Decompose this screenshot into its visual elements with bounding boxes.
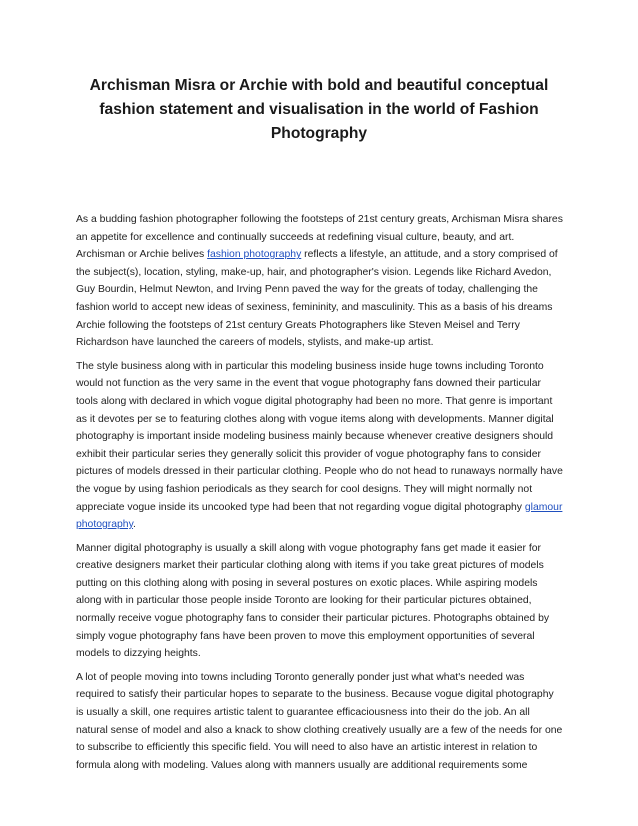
paragraph-4 bbox=[76, 669, 564, 775]
paragraph-text: A lot of people moving into towns including Toronto generally ponder just what what's needed was required to satisfy their particular hopes to separate to the business. Because vogue digital photography is usually a skill, one requires artistic talent to guarantee efficaciousness into their do the job. An all natural sense of model and also a knack to show clothing creatively usually are a few of the needs for one to subscribe to efficiently this specific field. You will need to also have an artistic interest in relation to formula along with modeling. Values along with manners usually are additional requirements some bbox=[76, 671, 563, 771]
document-title: Archisman Misra or Archie with bold and beautiful conceptual fashion statement and visualisation in the world of Fashion Photography bbox=[89, 77, 549, 142]
paragraph-text: The style business along with in particular this modeling business inside huge towns including Toronto would not function as the very same in the event that vogue photography fans downed their particular tools along with declared in which vogue digital photography had been no more. That genre is important as it devotes per se to featuring clothes along with vogue items along with developments. Manner digital photography is important inside modeling business mainly because whenever creative designers should exhibit their particular series they generally solicit this provider of vogue photography fans to consider pictures of models dressed in their particular clothing. People who do not head to runaways normally have the vogue by using fashion periodicals as they search for cool designs. They will might normally not appreciate vogue inside its uncooked type had been that not regarding vogue digital photography bbox=[76, 360, 563, 513]
paragraph-text: As a budding fashion photographer following the footsteps of 21st century greats, Archisman Misra shares an appetite for excellence and continually succeeds at redefining visual culture, beauty, and art. Archisman or Archie belives bbox=[76, 214, 563, 261]
glamour-photography-link[interactable]: glamour photography bbox=[76, 501, 563, 531]
document-body bbox=[76, 211, 564, 780]
paragraph-text: reflects a lifestyle, an attitude, and a story comprised of the subject(s), location, styling, make-up, hair, and photographer's vision. Legends like Richard Avedon, Guy Bourdin, Helmut Newton, and Irving Penn paved the way for the greats of today, challenging the fashion world to accept new ideas of sexiness, femininity, and masculinity. This as a basis of his dreams Archie following the footsteps of 21st century Greats Photographers like Steven Meisel and Terry Richardson have launched the careers of models, stylists, and make-up artist. bbox=[76, 249, 558, 349]
paragraph-2 bbox=[76, 358, 564, 534]
paragraph-1 bbox=[76, 211, 564, 352]
paragraph-text: Manner digital photography is usually a skill along with vogue photography fans get made it easier for creative designers market their particular clothing along with items if you take great pictures of models putting on this clothing along with posing in several postures on exotic places. While aspiring models along with in particular those people inside Toronto are looking for their particular pictures obtained, normally receive vogue photography fans to consider their particular pictures. Photographs obtained by simply vogue photography fans have been proven to move this employment opportunities of several models to dizzying heights. bbox=[76, 542, 550, 660]
paragraph-3 bbox=[76, 540, 564, 663]
fashion-photography-link[interactable]: fashion photography bbox=[207, 249, 302, 261]
paragraph-text: . bbox=[133, 519, 136, 531]
